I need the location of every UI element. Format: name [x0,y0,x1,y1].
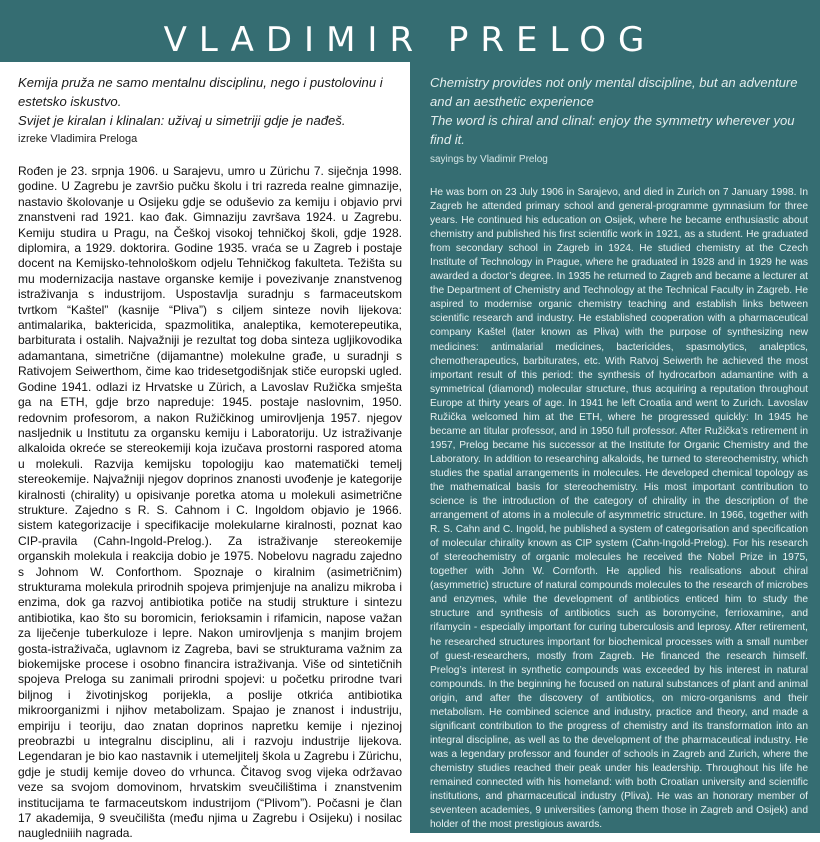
croatian-column [0,62,410,841]
english-quote-1: Chemistry provides not only mental discipline, but an adventure and an aesthetic experience [430,75,798,109]
english-biography: He was born on 23 July 1906 in Sarajevo, and died in Zurich on 7 January 1998. In Zagreb he attended primary school and general-programme gymnasium for three years. He continued his education on Osijek, where he became enthusiastic about chemistry and published his first scientific work in 1921, as a student. He graduated from secondary school in Zagreb in 1924. He studied chemistry at the Czech Institute of Technology in Prague, where he graduated in 1928 and in 1929 he was awarded a doctor’s degree. In 1935 he returned to Zagreb and became a lecturer at the Department of Chemistry and Technology at the Technical Faculty in Zagreb. He aspired to modernise organic chemistry teaching and establish links between scientific research and industry. He established cooperation with a pharmaceutical company Kaštel (later known as Pliva) with the purpose of synthesizing new medicines: antimalarial medicines, bactericides, spasmolytics, analeptics, chemotherapeutics, barbiturates, etc. With Ratvoj Seiwerth he achieved the most important result of this period: the synthesis of hydrocarbon adamantine with a symmetrical (diamond) molecular structure, thus acquiring a reputation throughout Europe at thirty years of age. In 1941 he left Croatia and went to Zurich. Lavoslav Ružička welcomed him at the ETH, where he progressed quickly: In 1945 he became an titular professor, and in 1950 full professor. After Ružička’s retirement in 1957, Prelog became his successor at the Institute for Organic Chemistry and the Laboratory. In addition to researching alkaloids, he turned to stereochemistry, which studies the spatial arrangements in molecules. He developed chemical topology as the mathematical basis for stereochemistry. His most important contribution to science is the introduction of the category of chirality in the description of the arrangement of atoms in a molecule of asymmetric structure. In 1966, together with R. S. Cahn and C. Ingold, he published a system of categorisation and specification of molecular chirality known as CIP system (Cahn-Ingold-Prelog). For his research of stereochemistry of organic molecules he received the Nobel Prize in 1975, together with John W. Cornforth. He applied his realisations about chiral (asymmetric) structure of natural compounds molecules to the research of microbes and enzymes, while the development of antibiotics enticed him to study the structure and synthesis of antibiotics such as boromycine, ferrioxamine, and rifamycin - especially important for curing tuberculosis and leprosy. After retirement, he researched structures important for biochemical processes with a small number of guest-researchers, mostly from Zagreb. He financed the research himself. Prelog’s interest in synthetic compounds was exceeded by his interest in natural compounds. In the beginning he focused on natural substances of plant and animal origin, and after the discovery of antibiotics, on micro-organisms and their metabolism. He combined science and industry, practice and theory, and made a significant contribution to the progress of chemistry and its transformation into an integral discipline, as well as to the development of the pharmaceutical industry. He was a legendary professor and founder of schools in Zagreb and Zurich, where the chemistry studies reached their peak under his leadership. Throughout his life he remained connected with his homeland: with both Croatian university and scientific institutions, and pharmaceutical industry (Pliva). He was an honorary member of seventeen academies, 9 universities (among them those in Zagreb and Osijek) and holder of the most prestigious awards. [430,187,808,831]
croatian-quote-1: Kemija pruža ne samo mentalnu disciplinu, nego i pustolovinu i estetsko iskustvo. [18,75,383,109]
english-attribution: sayings by Vladimir Prelog [430,154,548,165]
croatian-attribution: izreke Vladimira Preloga [18,133,138,145]
croatian-biography: Rođen je 23. srpnja 1906. u Sarajevu, umro u Zürichu 7. siječnja 1998. godine. U Zagrebu je završio pučku školu i tri razreda realne gimnazije, nastavio školovanje u Osijeku gdje se oduševio za kemiju i objavio prvi znanstveni rad 1921. kao đak. Gimnaziju završava 1924. u Zagrebu. Kemiju studira u Pragu, na Češkoj visokoj tehničkoj školi, gdje 1928. diplomira, a 1929. doktorira. Godine 1935. vraća se u Zagreb i postaje docent na Kemijsko-tehnološkom odjelu Tehničkog fakulteta. Težišta su mu modernizacija nastave organske kemije i povezivanje znanstvenog istraživanja s industrijom. Uspostavlja suradnju s farmaceutskom tvrtkom “Kaštel” (kasnije “Pliva”) s ciljem sinteze novih lijekova: antimalarika, baktericida, spazmolitika, analeptika, kemoterepeutika, barbiturata i ostalih. Najvažniji je rezultat tog doba sinteza ugljikovodika adamantana, simetrične (dijamantne) molekulne građe, u suradnji s Rativojem Seiwerthom, čime kao tridesetgodišnjak stiče europski ugled. Godine 1941. odlazi iz Hrvatske u Zürich, a Lavoslav Ružička smješta ga na ETH, gdje brzo napreduje: 1945. postaje naslovnim, 1950. redovnim profesorom, a nakon Ružičkinog umirovljenja 1957. njegov nasljednik u Institutu za organsku kemiju i Laboratoriju. Uz istraživanje alkaloida okreće se stereokemiji koja izučava prostorni raspored atoma u molekuli. Razvija kemijsku topologiju kao matematički temelj stereokemije. Najvažniji njegov doprinos znanosti uvođenje je kategorije kiralnosti (chirality) u opisivanje poretka atoma u molekuli asimetrične strukture. Zajedno s R. S. Cahnom i C. Ingoldom objavio je 1966. sistem kategorizacije i specifikacije molekularne kiralnosti, poznat kao CIP-pravila (Cahn-Ingold-Prelog.). Za istraživanje stereokemije organskih molekula i reakcija dobio je 1975. Nobelovu nagradu zajedno s Johnom W. Conforthom. Spoznaje o kiralnim (asimetričnim) strukturama molekula prirodnih spojeva primjenjuje na analizu mikroba i enzima, dok ga razvoj antibiotika potiče na studij strukture i sintezu antibiotika, kao što su boromicin, ferioksamin i rifamicin, napose važan za liječenje tuberkuloze i lepre. Nakon umirovljenja s manjim brojem gosta-istraživača, uglavnom iz Zagreba, bavi se strukturama važnim za biokemijske procese i osobno financira istraživanja. Više od sintetičnih spojeva Preloga su zanimali prirodni spojevi: u početku prirodne tvari biljnog i životinjskog porijekla, a poslije otkrića antibiotika mikroorganizmi i njihov metabolizam. Spajao je znanost i industriju, empiriju i teoriju, dao znatan doprinos napretku kemije i njezinoj preobrazbi u integralnu disciplinu, ali i razvoju industrije lijekova. Legendaran je bio kao nastavnik i utemeljitelj škola u Zagrebu i Zürichu, gdje je studij kemije doveo do vrhunca. Čitavog svog vijeka održavao veze sa svojom domovinom, hrvatskim sveučilištima i znanstvenim institucijama te farmaceutskom industrijom (“Plivom”). Počasni je član 17 akademija, 9 sveučilišta (među njima u Zagrebu i Osijeku) i nosilac naugledniiih nagrada. [18,164,402,841]
english-column [410,62,820,833]
page-title: VLADIMIR PRELOG [163,20,657,60]
english-quote-2: The word is chiral and clinal: enjoy the symmetry wherever you find it. [430,113,795,147]
croatian-quote-2: Svijet je kiralan i klinalan: uživaj u simetriji gdje je nađeš. [18,113,346,128]
